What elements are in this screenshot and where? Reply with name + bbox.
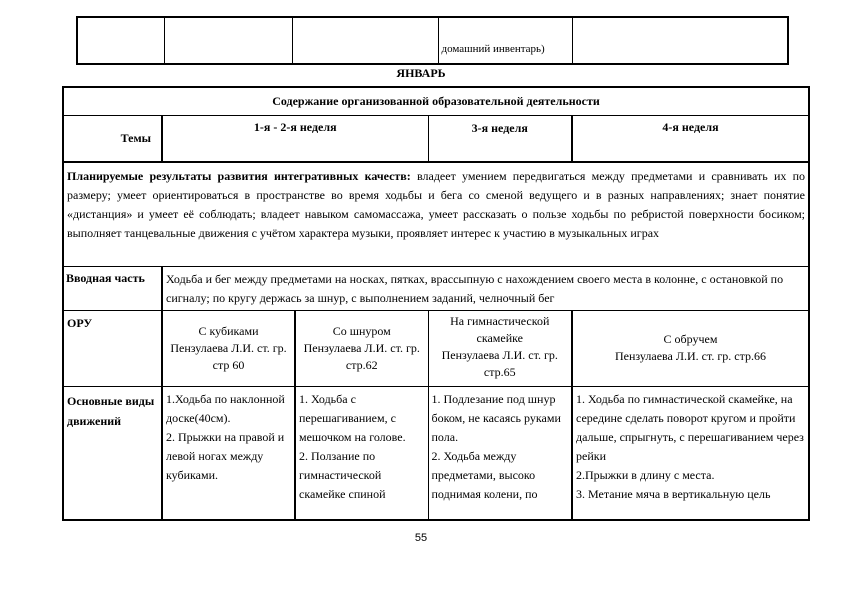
- movements-cell: [428, 386, 572, 520]
- movements-row: [63, 386, 809, 520]
- movement-item: 3. Метание мяча в вертикальную цель: [576, 486, 771, 501]
- activity-table: [62, 86, 810, 521]
- oru-label: ОРУ: [63, 310, 162, 386]
- oru-source: Пензулаева Л.И. ст. гр. стр.65: [441, 347, 558, 379]
- oru-cell: [428, 310, 572, 386]
- week-header-4: 4-я неделя: [572, 115, 809, 162]
- previous-table-fragment: [76, 16, 789, 65]
- movements-cell: [295, 386, 428, 520]
- table-cell: [164, 17, 292, 64]
- oru-source: Пензулаева Л.И. ст. гр. стр.62: [303, 340, 420, 372]
- oru-title: Со шнуром: [332, 323, 391, 338]
- intro-row: [63, 266, 809, 310]
- section-title: Содержание организованной образовательной деятельности: [63, 87, 809, 115]
- oru-cell: [162, 310, 295, 386]
- table-cell: [292, 17, 438, 64]
- intro-label: Вводная часть: [63, 266, 162, 310]
- intro-text: Ходьба и бег между предметами на носках, пятках, врассыпную с нахождением своего места в колонне, с остановкой по сигналу; по кругу держась за шнур, с выполнением заданий, челночный бег: [162, 266, 809, 310]
- month-title: ЯНВАРЬ: [396, 66, 446, 80]
- oru-title: С кубиками: [198, 323, 259, 338]
- week-header-1-2: 1-я - 2-я неделя: [162, 115, 428, 162]
- movement-item: 2. Ходьба между предметами, высоко поднимая колени, по: [431, 448, 538, 501]
- movements-label: Основные виды движений: [63, 386, 162, 520]
- movement-item: 1. Ходьба с перешагиванием, с мешочком на голове.: [299, 391, 406, 444]
- planned-results-lead: Планируемые результаты развития интегративных качеств:: [67, 169, 411, 183]
- movement-item: 2. Ползание по гимнастической скамейке спиной: [299, 448, 386, 501]
- movement-item: 1. Подлезание под шнур боком, не касаясь руками пола.: [431, 391, 561, 444]
- oru-source: Пензулаева Л.И. ст. гр. стр 60: [170, 340, 287, 372]
- table-cell: [572, 17, 788, 64]
- movement-item: 1. Ходьба по гимнастической скамейке, на середине сделать поворот кругом и пройти дальше, спрыгнуть, с перешагиванием через рейки: [576, 391, 804, 463]
- week-header-3: 3-я неделя: [428, 115, 572, 162]
- oru-row: [63, 310, 809, 386]
- movement-item: 2.Прыжки в длину с места.: [576, 467, 715, 482]
- table-row: [77, 17, 788, 64]
- planned-results-row: [63, 162, 809, 266]
- table-cell: домашний инвентарь): [438, 17, 572, 64]
- header-row: [63, 115, 809, 162]
- planned-results-text: владеет умением передвигаться между предметами и сравнивать их по размеру; умеет ориентироваться в пространстве во время ходьбы и бега со сменой ведущего и в разных направлениях; знает понятие «дистанция» и умеет её соблюдать; владеет навыком самомассажа, умеет рассказать о пользе ходьбы по ребристой поверхности босиком; выполняет танцевальные движения с учётом характера музыки, проявляет интерес к участию в музыкальных играх: [67, 169, 806, 240]
- oru-cell: [295, 310, 428, 386]
- section-title-row: [63, 87, 809, 115]
- movements-cell: [162, 386, 295, 520]
- page-number: 55: [414, 532, 428, 544]
- oru-title: С обручем: [663, 332, 718, 346]
- movement-item: 1.Ходьба по наклонной доске(40см).: [166, 391, 285, 425]
- table-cell: [77, 17, 164, 64]
- movement-item: 2. Прыжки на правой и левой ногах между кубиками.: [166, 429, 285, 482]
- oru-title: На гимнастической скамейке: [450, 313, 550, 345]
- movements-cell: [572, 386, 809, 520]
- oru-cell: [572, 310, 809, 386]
- oru-source: Пензулаева Л.И. ст. гр. стр.66: [615, 349, 766, 363]
- topics-header: Темы: [63, 115, 162, 162]
- planned-results: [63, 162, 809, 266]
